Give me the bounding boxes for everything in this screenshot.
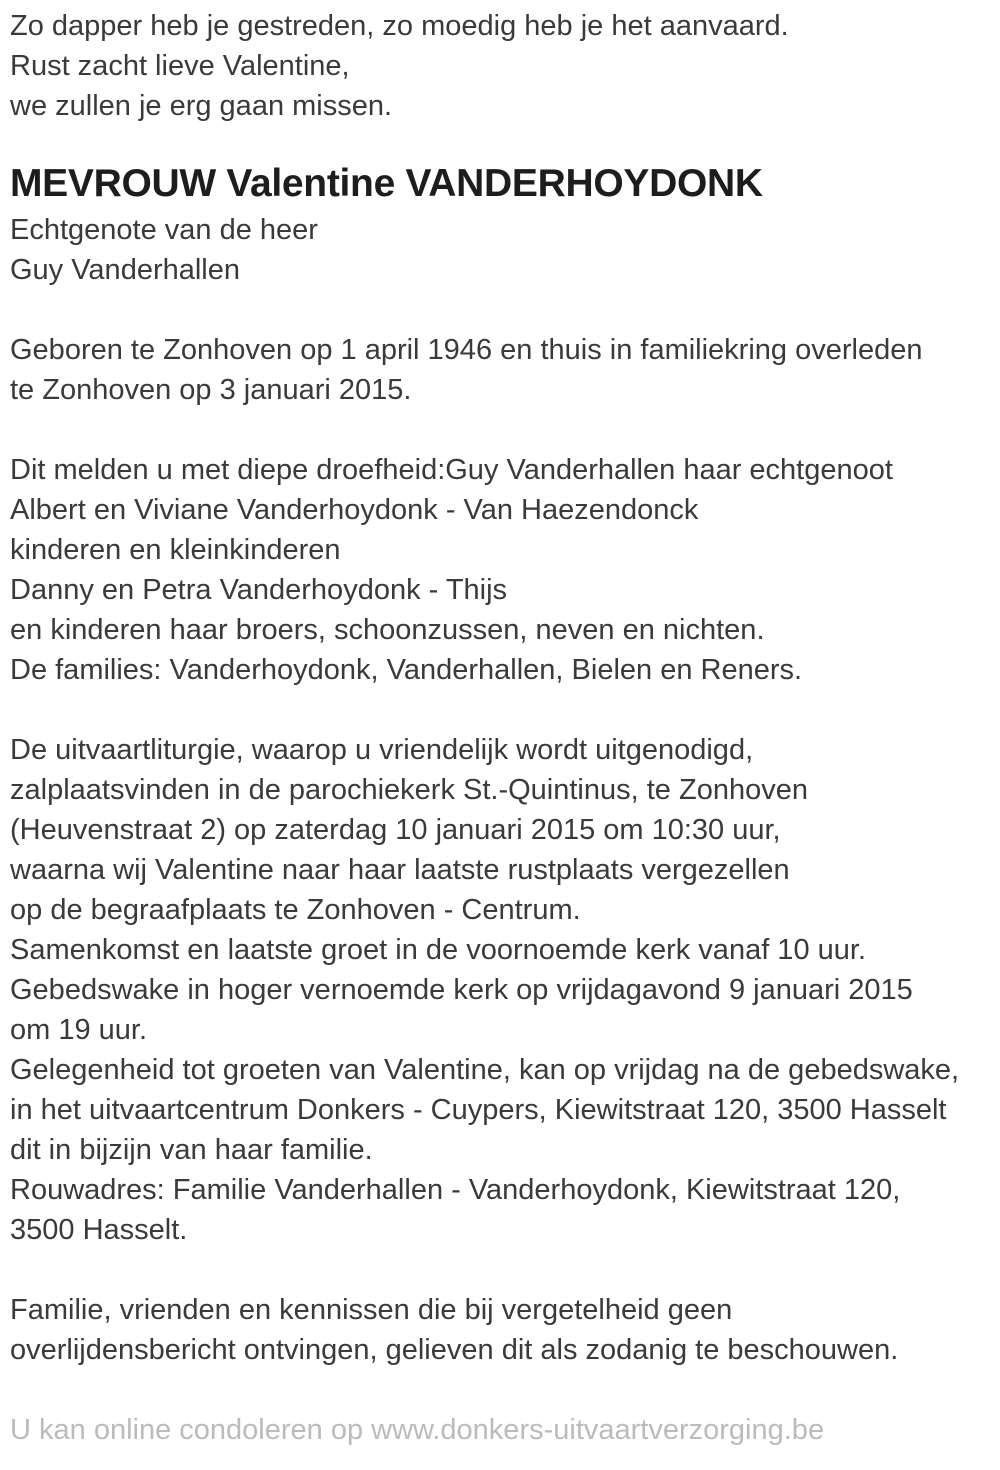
- epitaph: [10, 6, 990, 126]
- text-line: Dit melden u met diepe droefheid:Guy Vanderhallen haar echtgenoot: [10, 454, 893, 486]
- text-line: Danny en Petra Vanderhoydonk - Thijs: [10, 574, 508, 606]
- text-line: en kinderen haar broers, schoonzussen, neven en nichten.: [10, 614, 765, 646]
- deceased-name-heading: MEVROUW Valentine VANDERHOYDONK: [10, 162, 763, 205]
- text-line: waarna wij Valentine naar haar laatste rustplaats vergezellen: [10, 854, 790, 886]
- text-line: dit in bijzijn van haar familie.: [10, 1134, 373, 1166]
- text-line: Familie, vrienden en kennissen die bij vergetelheid geen: [10, 1294, 733, 1326]
- funeral-details: [10, 730, 990, 1250]
- text-line: op de begraafplaats te Zonhoven - Centrum.: [10, 894, 581, 926]
- text-line: overlijdensbericht ontvingen, gelieven dit als zodanig te beschouwen.: [10, 1334, 899, 1366]
- text-line: (Heuvenstraat 2) op zaterdag 10 januari 2015 om 10:30 uur,: [10, 814, 781, 846]
- text-line: Geboren te Zonhoven op 1 april 1946 en thuis in familiekring overleden: [10, 334, 923, 366]
- birth-death-info: [10, 330, 990, 410]
- text-line: kinderen en kleinkinderen: [10, 534, 341, 566]
- text-line: De families: Vanderhoydonk, Vanderhallen, Bielen en Reners.: [10, 654, 803, 686]
- text-line: Guy Vanderhallen: [10, 254, 241, 286]
- text-line: Zo dapper heb je gestreden, zo moedig heb je het aanvaard.: [10, 10, 789, 42]
- deceased-relation: [10, 210, 990, 290]
- text-line: Gebedswake in hoger vernoemde kerk op vrijdagavond 9 januari 2015: [10, 974, 913, 1006]
- text-line: 3500 Hasselt.: [10, 1214, 188, 1246]
- text-line: zalplaatsvinden in de parochiekerk St.-Quintinus, te Zonhoven: [10, 774, 808, 806]
- text-line: Rust zacht lieve Valentine,: [10, 50, 350, 82]
- condolence-footer: [10, 1410, 990, 1450]
- text-line: De uitvaartliturgie, waarop u vriendelijk wordt uitgenodigd,: [10, 734, 754, 766]
- text-line: Samenkomst en laatste groet in de voornoemde kerk vanaf 10 uur.: [10, 934, 866, 966]
- text-line: Rouwadres: Familie Vanderhallen - Vanderhoydonk, Kiewitstraat 120,: [10, 1174, 901, 1206]
- family-announcement: [10, 450, 990, 690]
- text-line: Echtgenote van de heer: [10, 214, 318, 246]
- condolence-footer-text: U kan online condoleren op www.donkers-uitvaartverzorging.be: [10, 1414, 825, 1446]
- text-line: we zullen je erg gaan missen.: [10, 90, 393, 122]
- text-line: Albert en Viviane Vanderhoydonk - Van Haezendonck: [10, 494, 699, 526]
- text-line: Gelegenheid tot groeten van Valentine, kan op vrijdag na de gebedswake,: [10, 1054, 960, 1086]
- closing-note: [10, 1290, 990, 1370]
- text-line: om 19 uur.: [10, 1014, 148, 1046]
- text-line: te Zonhoven op 3 januari 2015.: [10, 374, 412, 406]
- text-line: in het uitvaartcentrum Donkers - Cuypers, Kiewitstraat 120, 3500 Hasselt: [10, 1094, 947, 1126]
